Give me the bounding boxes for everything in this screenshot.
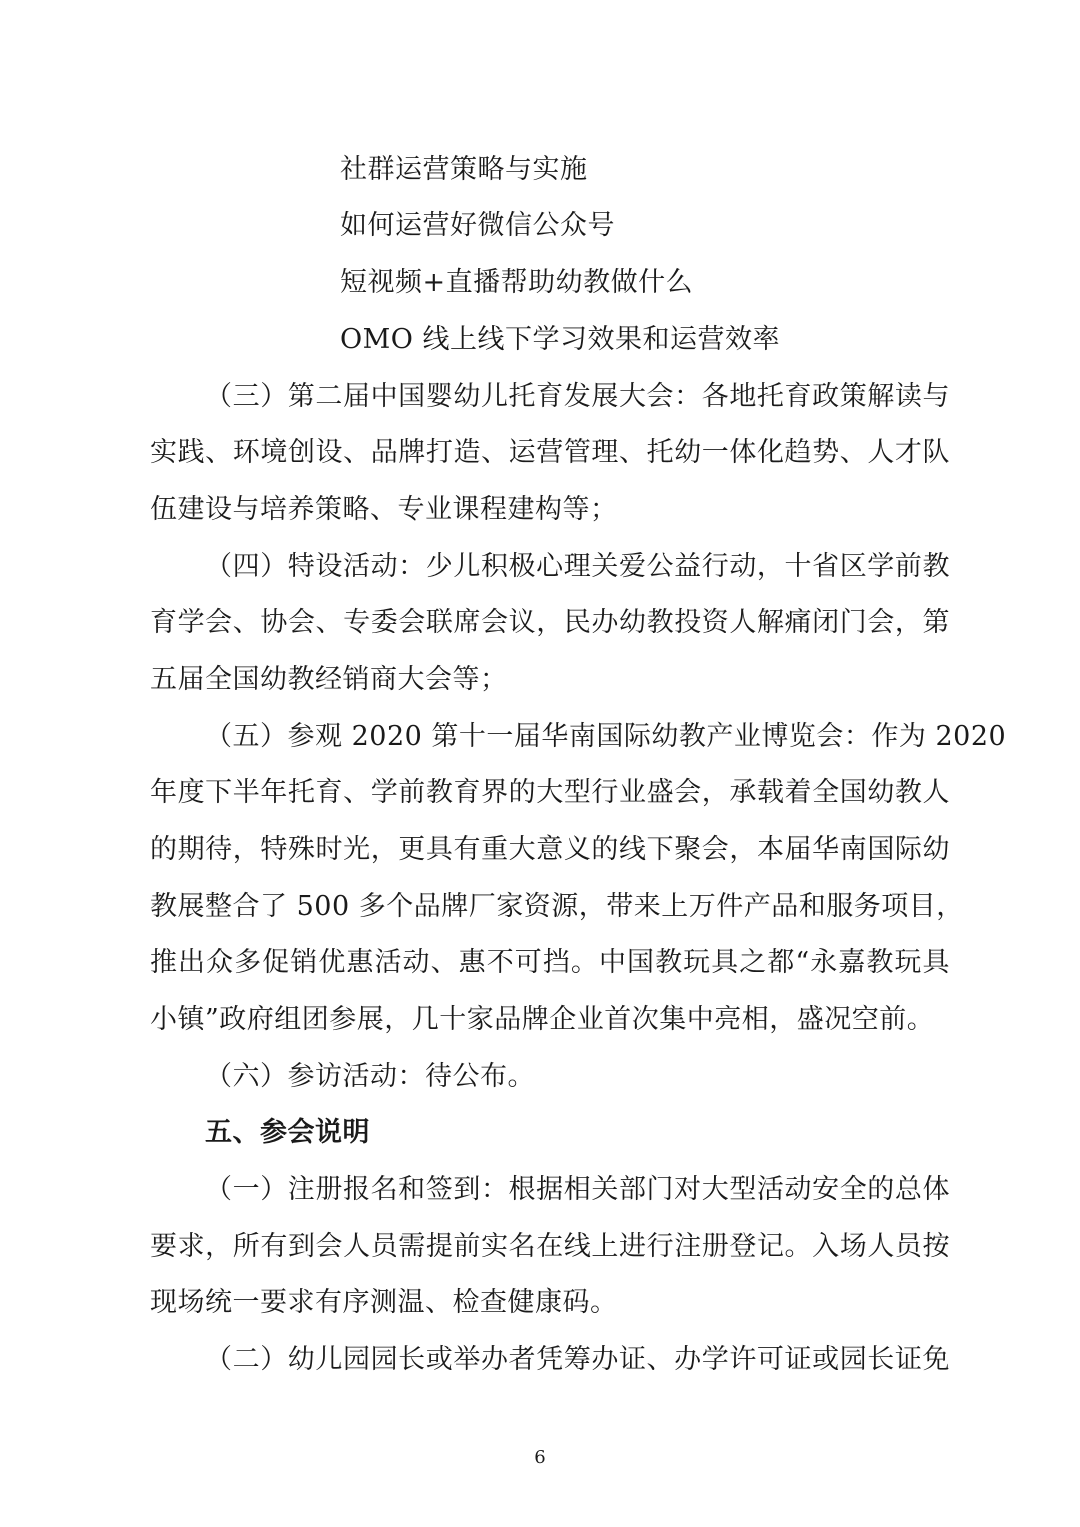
paragraph-5-line: （五）参观 2020 第十一届华南国际幼教产业博览会：作为 2020: [205, 721, 1007, 752]
topic-item: 如何运营好微信公众号: [340, 210, 615, 241]
page-number: 6: [534, 1447, 546, 1468]
paragraph-5-line: 的期待，特殊时光，更具有重大意义的线下聚会，本届华南国际幼: [150, 834, 950, 865]
paragraph-4-line: 育学会、协会、专委会联席会议，民办幼教投资人解痛闭门会，第: [150, 607, 950, 638]
topic-item: 短视频+直播帮助幼教做什么: [340, 267, 694, 298]
paragraph-5-line: 教展整合了 500 多个品牌厂家资源，带来上万件产品和服务项目，: [150, 891, 964, 922]
paragraph-4-line: （四）特设活动：少儿积极心理关爱公益行动，十省区学前教: [205, 551, 950, 582]
paragraph-5-line: 小镇”政府组团参展，几十家品牌企业首次集中亮相，盛况空前。: [150, 1004, 935, 1035]
section-heading: 五、参会说明: [205, 1117, 370, 1148]
section5-paragraph-2-line: （二）幼儿园园长或举办者凭筹办证、办学许可证或园长证免: [205, 1344, 950, 1375]
paragraph-4-line: 五届全国幼教经销商大会等；: [150, 664, 508, 695]
topic-item: 社群运营策略与实施: [340, 154, 588, 185]
section5-paragraph-1-line: 现场统一要求有序测温、检查健康码。: [150, 1287, 618, 1318]
paragraph-3-line: （三）第二届中国婴幼儿托育发展大会：各地托育政策解读与: [205, 381, 950, 412]
paragraph-5-line: 推出众多促销优惠活动、惠不可挡。中国教玩具之都“永嘉教玩具: [150, 947, 950, 978]
paragraph-6-line: （六）参访活动：待公布。: [205, 1061, 535, 1092]
section5-paragraph-1-line: （一）注册报名和签到：根据相关部门对大型活动安全的总体: [205, 1174, 950, 1205]
topic-item: OMO 线上线下学习效果和运营效率: [340, 324, 780, 355]
paragraph-3-line: 伍建设与培养策略、专业课程建构等；: [150, 494, 618, 525]
paragraph-3-line: 实践、环境创设、品牌打造、运营管理、托幼一体化趋势、人才队: [150, 437, 950, 468]
section5-paragraph-1-line: 要求，所有到会人员需提前实名在线上进行注册登记。入场人员按: [150, 1231, 950, 1262]
paragraph-5-line: 年度下半年托育、学前教育界的大型行业盛会，承载着全国幼教人: [150, 777, 950, 808]
